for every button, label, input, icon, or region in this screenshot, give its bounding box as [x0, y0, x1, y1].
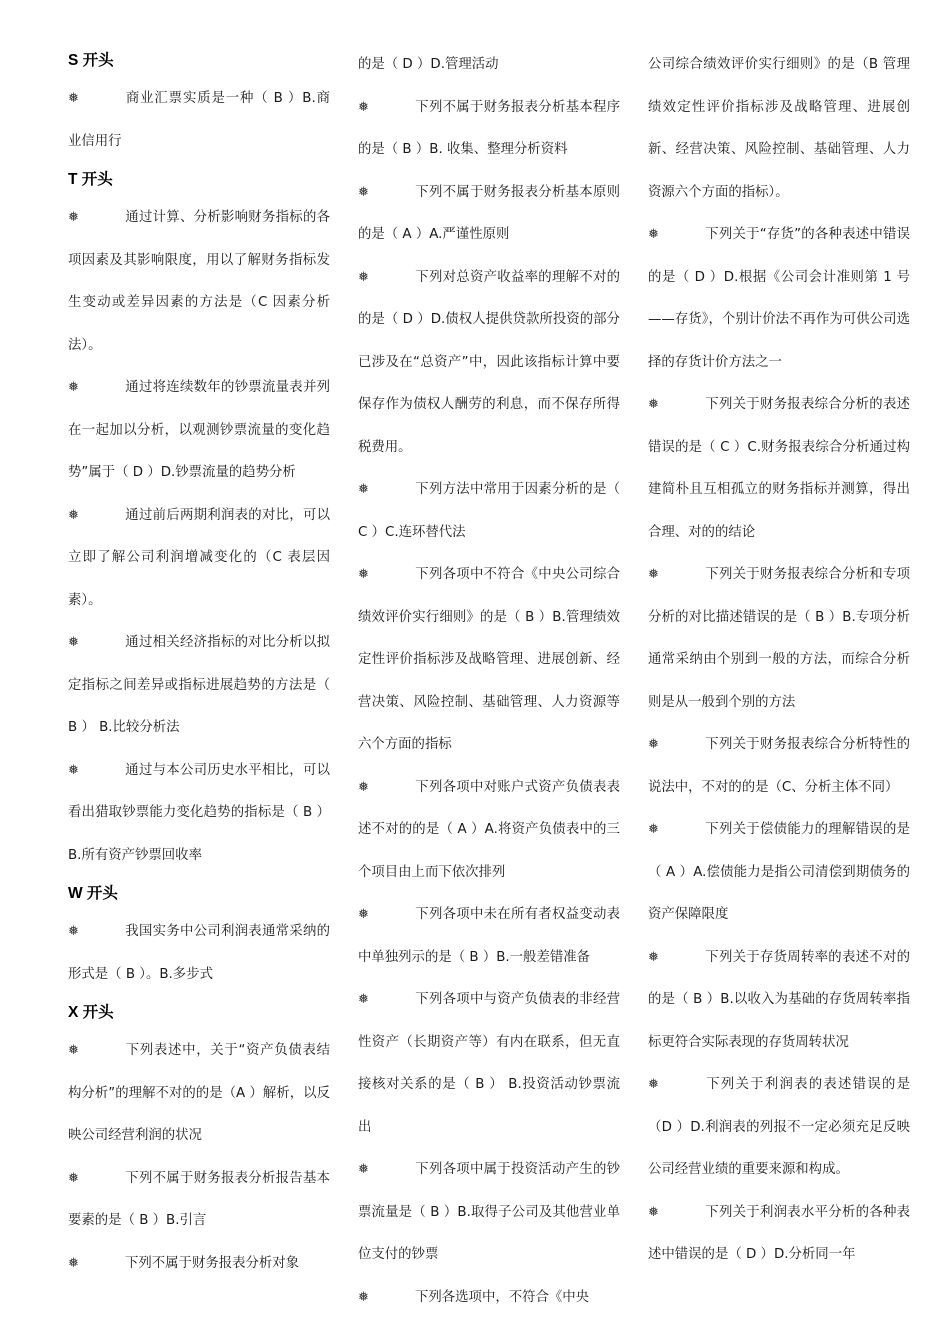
question-item: [648, 1064, 910, 1192]
question-item: [358, 257, 620, 470]
snowflake-bullet-icon: ❅: [68, 1043, 79, 1058]
question-text: 下列各项中不符合《中央公司综合绩效评价实行细则》的是（ B ）B.管理绩效定性评价指标涉及战略管理、进展创新、经营决策、风险控制、基础管理、人力资源等六个方面的指标: [358, 567, 620, 752]
snowflake-bullet-icon: ❅: [68, 762, 79, 778]
question-item: [358, 1149, 620, 1277]
question-text: 下列关于“存货”的各种表述中错误的是（ D ）D.根据《公司会计准则第 1 号——存货》，个别计价法不再作为可供公司选择的存货计价方法之一: [648, 227, 910, 370]
question-text: 下列不属于财务报表分析对象: [125, 1255, 300, 1271]
snowflake-bullet-icon: ❅: [648, 227, 659, 242]
snowflake-bullet-icon: ❅: [358, 184, 369, 200]
snowflake-bullet-icon: ❅: [68, 635, 79, 650]
question-item: [358, 172, 620, 257]
question-text: 的是（ D ）D.管理活动: [358, 57, 499, 72]
snowflake-bullet-icon: ❅: [358, 992, 369, 1007]
snowflake-bullet-icon: ❅: [68, 380, 79, 395]
question-continuation: [358, 44, 620, 87]
question-text: 通过将连续数年的钞票流量表并列在一起加以分析，以观测钞票流量的变化趋势”属于（ D ）D.钞票流量的趋势分析: [68, 380, 330, 480]
question-item: [68, 367, 330, 495]
question-item: [648, 554, 910, 724]
question-item: [68, 911, 330, 996]
snowflake-bullet-icon: ❅: [358, 269, 369, 285]
snowflake-bullet-icon: ❅: [68, 91, 79, 106]
question-continuation: [648, 44, 910, 214]
question-item: [358, 1277, 620, 1320]
snowflake-bullet-icon: ❅: [358, 907, 369, 922]
snowflake-bullet-icon: ❅: [358, 779, 369, 795]
snowflake-bullet-icon: ❅: [68, 1170, 79, 1186]
question-text: 公司综合绩效评价实行细则》的是（B 管理绩效定性评价指标涉及战略管理、进展创新、经营决策、风险控制、基础管理、人力资源六个方面的指标）。: [648, 57, 910, 200]
snowflake-bullet-icon: ❅: [358, 482, 369, 497]
snowflake-bullet-icon: ❅: [648, 737, 659, 752]
question-item: [648, 214, 910, 384]
question-text: 下列关于财务报表综合分析的表述错误的是（ C ）C.财务报表综合分析通过构建简朴且互相孤立的财务指标并测算，得出合理、对的的结论: [648, 397, 910, 540]
question-text: 下列不属于财务报表分析基本程序的是（ B ）B. 收集、整理分析资料: [358, 99, 620, 157]
question-text: 下列方法中常用于因素分析的是（ C ）C.连环替代法: [358, 482, 620, 540]
question-text: 下列关于利润表的表述错误的是（D ）D.利润表的列报不一定必须充足反映公司经营业绩的重要来源和构成。: [648, 1077, 910, 1177]
snowflake-bullet-icon: ❅: [648, 822, 659, 837]
question-text: 下列关于财务报表综合分析和专项分析的对比描述错误的是（ B ）B.专项分析通常采纳由个别到一般的方法，而综合分析则是从一般到个别的方法: [648, 567, 910, 710]
snowflake-bullet-icon: ❅: [648, 949, 659, 965]
question-text: 下列各项中属于投资活动产生的钞票流量是（ B ）B.取得子公司及其他营业单位支付的钞票: [358, 1162, 620, 1262]
question-text: 我国实务中公司利润表通常采纳的形式是（ B ）。B.多步式: [68, 924, 330, 982]
snowflake-bullet-icon: ❅: [648, 1077, 659, 1092]
question-item: [68, 1243, 330, 1286]
question-text: 下列各项中对账户式资产负债表表述不对的的是（ A ）A.将资产负债表中的三个项目由上而下依次排列: [358, 779, 620, 880]
question-text: 下列对总资产收益率的理解不对的的是（ D ）D.债权人提供贷款所投资的部分已涉及在“总资产”中，因此该指标计算中要保存作为债权人酬劳的利息，而不保存所得税费用。: [358, 269, 620, 455]
question-text: 下列关于利润表水平分析的各种表述中错误的是（ D ）D.分析同一年: [648, 1204, 910, 1262]
question-item: [68, 495, 330, 623]
question-text: 下列各项中与资产负债表的非经营性资产（长期资产等）有内在联系，但无直接核对关系的是（ B ） B.投资活动钞票流出: [358, 992, 620, 1135]
snowflake-bullet-icon: ❅: [358, 1162, 369, 1177]
question-text: 下列关于偿债能力的理解错误的是（ A ）A.偿债能力是指公司清偿到期债务的资产保障限度: [648, 822, 910, 922]
snowflake-bullet-icon: ❅: [68, 507, 79, 523]
question-text: 通过前后两期利润表的对比，可以立即了解公司利润增减变化的（C 表层因素）。: [68, 507, 330, 608]
column-middle: [358, 44, 620, 1319]
question-item: [358, 894, 620, 979]
question-text: 下列各项中未在所有者权益变动表中单独列示的是（ B ）B.一般差错准备: [358, 907, 620, 965]
question-item: [358, 979, 620, 1149]
question-item: [358, 554, 620, 767]
section-heading: X 开头: [68, 1004, 114, 1021]
section-heading: T 开头: [68, 171, 113, 188]
question-item: [68, 622, 330, 750]
question-text: 通过相关经济指标的对比分析以拟定指标之间差异或指标进展趋势的方法是（ B ） B.比较分析法: [68, 635, 330, 735]
snowflake-bullet-icon: ❅: [358, 1289, 369, 1305]
question-text: 下列关于财务报表综合分析特性的说法中，不对的的是（C、分析主体不同）: [648, 737, 910, 795]
question-text: 下列表述中，关于“资产负债表结构分析”的理解不对的的是（A ）解析，以反映公司经营利润的状况: [68, 1043, 330, 1143]
snowflake-bullet-icon: ❅: [648, 567, 659, 582]
question-item: [68, 750, 330, 878]
question-item: [648, 384, 910, 554]
question-item: [68, 1158, 330, 1243]
snowflake-bullet-icon: ❅: [68, 1255, 79, 1271]
snowflake-bullet-icon: ❅: [68, 924, 79, 939]
question-item: [68, 78, 330, 163]
question-item: [358, 767, 620, 895]
question-text: 下列不属于财务报表分析报告基本要素的是（ B ）B.引言: [68, 1170, 330, 1228]
column-left: [68, 44, 330, 1285]
snowflake-bullet-icon: ❅: [68, 210, 79, 225]
question-text: 下列不属于财务报表分析基本原则的是（ A ）A.严谨性原则: [358, 184, 620, 242]
snowflake-bullet-icon: ❅: [648, 397, 659, 412]
question-item: [648, 1192, 910, 1277]
column-right: [648, 44, 910, 1277]
question-item: [648, 724, 910, 809]
question-item: [68, 1030, 330, 1158]
question-text: 下列各选项中，不符合《中央: [415, 1289, 590, 1305]
question-item: [648, 809, 910, 937]
question-item: [648, 937, 910, 1065]
section-heading: W 开头: [68, 885, 118, 902]
question-item: [358, 469, 620, 554]
snowflake-bullet-icon: ❅: [648, 1204, 659, 1220]
question-text: 通过计算、分析影响财务指标的各项因素及其影响限度，用以了解财务指标发生变动或差异因素的方法是（C 因素分析法）。: [68, 210, 330, 353]
snowflake-bullet-icon: ❅: [358, 99, 369, 115]
question-text: 商业汇票实质是一种（ B ）B.商业信用行: [68, 91, 330, 149]
question-item: [358, 87, 620, 172]
snowflake-bullet-icon: ❅: [358, 567, 369, 582]
question-item: [68, 197, 330, 367]
question-text: 通过与本公司历史水平相比，可以看出猎取钞票能力变化趋势的指标是（ B ）B.所有资产钞票回收率: [68, 762, 330, 863]
section-heading: S 开头: [68, 52, 114, 69]
question-text: 下列关于存货周转率的表述不对的的是（ B ）B.以收入为基础的存货周转率指标更符合实际表现的存货周转状况: [648, 949, 910, 1050]
